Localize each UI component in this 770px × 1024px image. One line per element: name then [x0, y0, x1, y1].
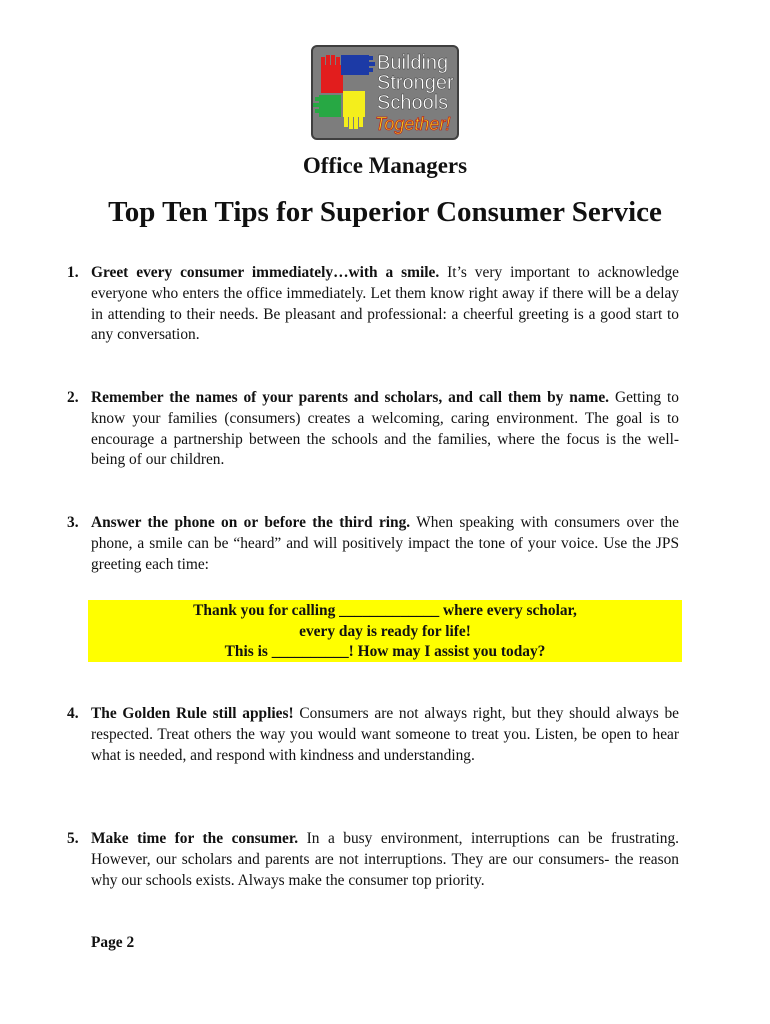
tip-lead: Answer the phone on or before the third ring. — [91, 514, 411, 531]
tip-body: Getting to know your families (consumers) creates a welcoming, caring environment. The goal is to encourage a partnership between the schools and the families, where the focus is the well-being of our children. — [91, 389, 679, 469]
tip-lead: Make time for the consumer. — [91, 830, 299, 847]
tip-2 — [67, 388, 679, 471]
jps-greeting-box — [88, 600, 682, 662]
greeting-line-2: every day is ready for life! — [299, 622, 471, 640]
tip-lead: Remember the names of your parents and scholars, and call them by name. — [91, 389, 610, 406]
logo-line-4: Together! — [375, 114, 451, 134]
page-number: Page 2 — [91, 934, 135, 951]
tip-number: 4. — [67, 705, 79, 722]
greeting-line-3: This is __________! How may I assist you today? — [224, 643, 546, 660]
greeting-line-1: Thank you for calling _____________ where every scholar, — [193, 602, 577, 619]
tip-lead: Greet every consumer immediately…with a smile. — [91, 264, 440, 281]
building-stronger-schools-logo — [311, 45, 459, 140]
tip-text — [91, 513, 679, 575]
tip-4 — [67, 704, 679, 766]
tip-5 — [67, 829, 679, 891]
tip-number: 3. — [67, 514, 79, 531]
tip-body: Consumers are not always right, but they should always be respected. Treat others the way you would want someone to treat you. Listen, be open to hear what is needed, and respond with kindness and understanding. — [91, 705, 679, 764]
tip-text — [91, 704, 679, 766]
logo-line-1: Building — [377, 52, 449, 74]
logo-line-2: Stronger — [377, 72, 454, 94]
page-title: Top Ten Tips for Superior Consumer Service — [108, 196, 662, 228]
tip-body: When speaking with consumers over the phone, a smile can be “heard” and will positively impact the tone of your voice. Use the JPS greeting each time: — [91, 514, 679, 573]
tip-body: In a busy environment, interruptions can be frustrating. However, our scholars and parents are not interruptions. They are our consumers- the reason why our schools exists. Always make the consumer top priority. — [91, 830, 680, 889]
tip-body: It’s very important to acknowledge everyone who enters the office immediately. Let them know right away if there will be a delay in attending to their needs. Be pleasant and professional: a cheerful greeting is a good start to any conversation. — [91, 264, 679, 344]
logo-line-3: Schools — [377, 92, 449, 114]
tip-1 — [67, 263, 679, 346]
tip-number: 1. — [67, 264, 79, 281]
tip-text — [91, 263, 679, 346]
tip-number: 5. — [67, 830, 79, 847]
tip-3 — [67, 513, 679, 575]
tip-lead: The Golden Rule still applies! — [91, 705, 294, 722]
tip-number: 2. — [67, 389, 79, 406]
page-subtitle: Office Managers — [302, 153, 468, 178]
tip-text — [91, 388, 679, 471]
tip-text — [91, 829, 679, 891]
